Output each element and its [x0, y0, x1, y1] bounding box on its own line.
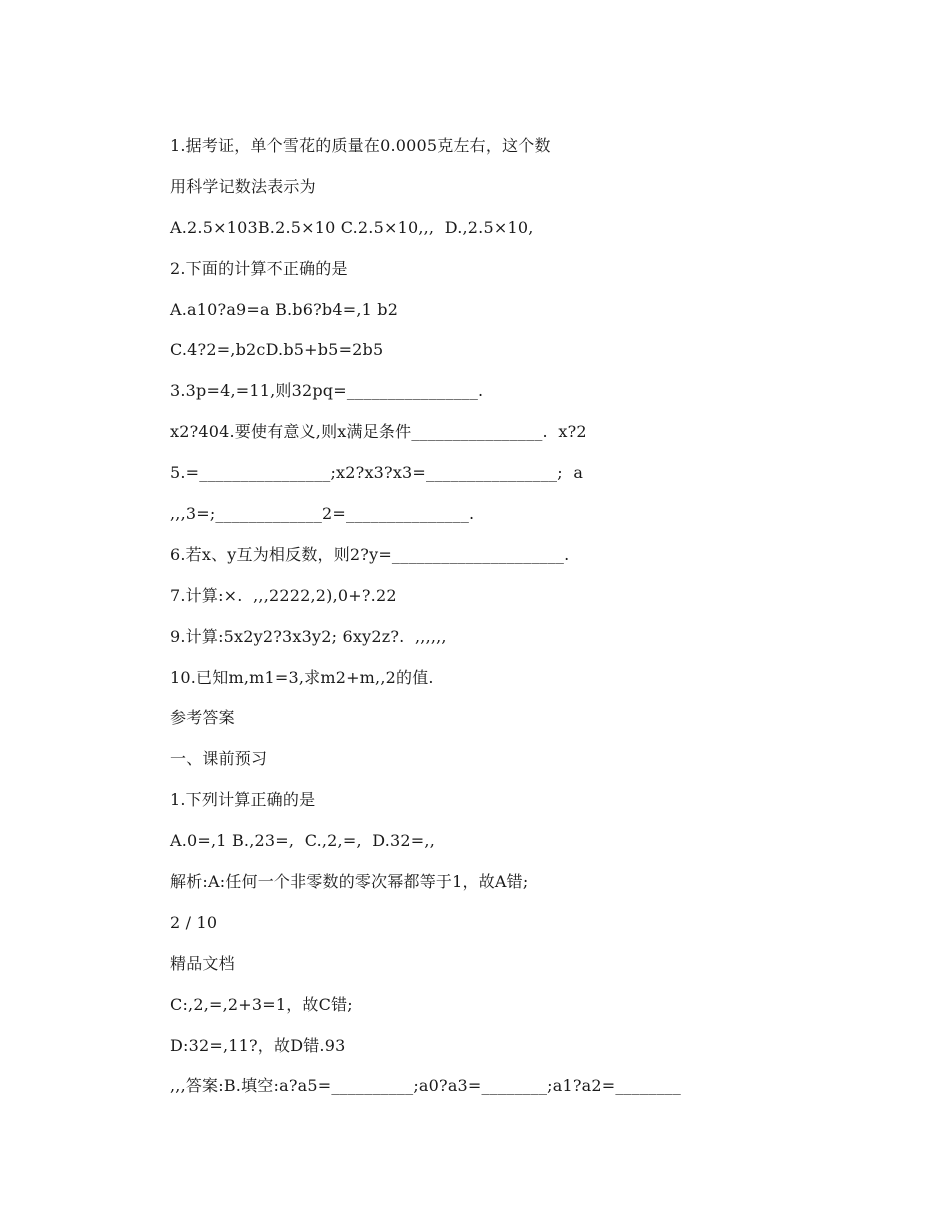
text-line: 7.计算:×. ,,,2222,2),0+?.22	[170, 585, 397, 605]
text-line: 6.若x、y互为相反数，则2?y=_____________________.	[170, 544, 570, 564]
text-line: 9.计算:5x2y2?3x3y2; 6xy2z?. ,,,,,,	[170, 626, 447, 646]
text-line: 用科学记数法表示为	[170, 176, 316, 196]
text-line: 解析:A:任何一个非零数的零次幂都等于1，故A错;	[170, 872, 529, 892]
section-heading: 一、课前预习	[170, 749, 268, 769]
text-line: D:32=,11?，故D错.93	[170, 1035, 346, 1055]
text-line: ,,,3=;_____________2=_______________.	[170, 504, 475, 524]
text-line: C:,2,=,2+3=1，故C错;	[170, 994, 353, 1014]
text-line: 5.=________________;x2?x3?x3=________________; a	[170, 463, 584, 483]
text-line: 3.3p=4,=11,则32pq=________________.	[170, 381, 484, 401]
text-line: ,,,答案:B.填空:a?a5=__________;a0?a3=________;a1?a2=________	[170, 1076, 681, 1096]
text-line: 10.已知m,m1=3,求m2+m,,2的值.	[170, 667, 434, 687]
text-line: C.4?2=,b2cD.b5+b5=2b5	[170, 340, 384, 360]
document-label: 精品文档	[170, 953, 235, 973]
section-heading: 参考答案	[170, 708, 235, 728]
text-line: 1.据考证，单个雪花的质量在0.0005克左右，这个数	[170, 136, 551, 155]
text-line: A.0=,1 B.,23=, C.,2,=, D.32=,,	[170, 831, 435, 851]
text-line: x2?404.要使有意义,则x满足条件________________. x?2	[170, 422, 587, 442]
text-line: A.a10?a9=a B.b6?b4=,1 b2	[170, 299, 399, 319]
text-line: A.2.5×103B.2.5×10 C.2.5×10,,, D.,2.5×10,	[170, 217, 534, 237]
page-number: 2 / 10	[170, 912, 218, 932]
document-body	[170, 126, 890, 1107]
text-line: 2.下面的计算不正确的是	[170, 258, 348, 278]
text-line: 1.下列计算正确的是	[170, 790, 316, 810]
